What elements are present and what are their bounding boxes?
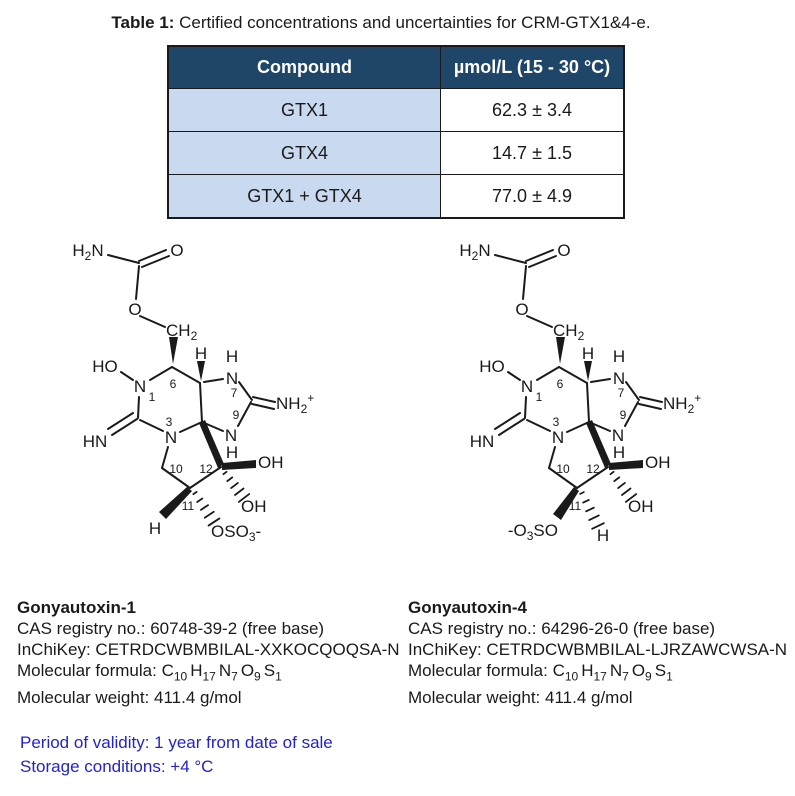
bond-line [527,420,550,431]
bond-line [140,420,163,431]
atom-label: OH [645,453,671,472]
table-row [168,132,624,175]
ring-number-label: 9 [232,408,240,422]
atom-label: N [164,428,178,447]
table-row [168,89,624,132]
bond-line [253,397,275,402]
hashed-bond-tick [622,488,631,495]
atom-label: H [596,526,610,545]
table-cell-value: 77.0 ± 4.9 [441,175,625,219]
atom-label: $CH_2$ [553,321,585,343]
ring-number-label: 3 [165,415,173,429]
bond-line [108,255,139,263]
ring-number-label: 6 [556,377,564,391]
table-row [168,175,624,219]
molecular-formula-line [17,660,400,687]
atom-label: OH [628,497,654,516]
atom-label: O [170,241,184,260]
certified-concentrations-table [167,45,625,219]
atom-label: N [611,426,625,445]
hashed-bond-tick [193,492,196,494]
inchikey-line: InChiKey: CETRDCWBMBILAL-LJRZAWCWSA-N [408,640,788,659]
hashed-bond-tick [201,505,208,510]
bond-line [204,379,223,382]
hashed-bond-tick [231,483,238,488]
atom-label: H [225,443,239,462]
atom-label: OH [258,453,284,472]
bond-line [121,372,133,380]
atom-label: H [148,519,162,538]
bond-line [112,419,137,435]
bond-line [587,383,589,422]
atom-label: H [612,443,626,462]
atom-label: $NH_2^+$ [663,391,702,416]
atom-label: N [224,426,238,445]
cas-registry-line: CAS registry no.: 60748-39-2 (free base) [17,619,325,638]
ring-number-label: 10 [556,462,570,476]
hashed-bond-tick [583,500,589,503]
ring-number-label: 3 [552,415,560,429]
structure-gonyautoxin-4 [417,230,757,560]
bond-line [140,316,165,327]
bond-line [162,447,168,468]
ring-number-label: 1 [148,390,156,404]
molecular-formula-label: Molecular formula: [408,661,553,680]
atom-label: HO [479,357,505,376]
atom-label: $H_2N$ [72,241,104,263]
compound-info-gonyautoxin-4 [408,597,787,708]
bond-line [252,404,274,409]
bond-line [523,266,526,299]
bond-line [525,397,526,418]
hashed-bond-tick [586,508,594,512]
bond-line [591,379,610,382]
molecular-formula-label: Molecular formula: [17,661,162,680]
compound-info-gonyautoxin-1 [17,597,400,708]
atom-label: N [225,369,239,388]
bond-line [200,383,202,422]
compound-name: Gonyautoxin-1 [17,598,137,617]
wedge-bond [199,420,224,468]
bond-line [238,402,251,426]
atom-label: H [225,347,239,366]
bond-line [499,419,524,435]
molecular-formula: $C_{10}$ $H_{17}$ $N_7$ $O_9$ $S_1$ [552,661,673,684]
table-cell-compound: GTX4 [168,132,441,175]
wedge-bond [586,420,611,468]
table-cell-compound: GTX1 [168,89,441,132]
hashed-bond-tick [618,483,625,488]
bond-line [640,397,662,402]
molecular-formula-line [408,660,787,687]
ring-number-label: 12 [586,462,600,476]
table-header-compound: Compound [168,46,441,89]
molecular-weight-line: Molecular weight: 411.4 g/mol [17,688,242,708]
cas-registry-line: CAS registry no.: 64296-26-0 (free base) [408,619,716,638]
atom-label: HN [469,432,495,451]
atom-label: N [551,428,565,447]
hashed-bond-tick [235,488,244,495]
atom-label: HN [82,432,108,451]
atom-label: O [515,300,529,319]
bond-line [138,397,139,418]
atom-label: HO [92,357,118,376]
ring-number-label: 7 [230,386,238,400]
hashed-bond-tick [223,472,226,474]
atom-label: OH [241,497,267,516]
bond-line [626,382,639,400]
hashed-bond-tick [589,515,599,520]
ring-number-label: 11 [181,499,195,513]
atom-label: O [128,300,142,319]
table-caption [0,13,762,33]
atom-label: N [612,369,626,388]
wedge-bond [584,361,592,381]
molecular-formula: $C_{10}$ $H_{17}$ $N_7$ $O_9$ $S_1$ [161,661,282,684]
ring-number-label: 11 [568,499,582,513]
bond-line [639,404,661,409]
structure-gonyautoxin-1 [30,230,370,560]
atom-label: $H_2N$ [459,241,491,263]
period-of-validity-line: Period of validity: 1 year from date of sale [20,733,333,752]
inchikey-line: InChiKey: CETRDCWBMBILAL-XXKOCQOQSA-N [17,640,400,659]
hashed-bond-tick [580,492,584,494]
bond-line [108,413,133,429]
atom-label: O [557,241,571,260]
ring-number-label: 10 [169,462,183,476]
ring-number-label: 12 [199,462,213,476]
atom-label: N [520,377,534,396]
bond-line [625,402,638,426]
hashed-bond-tick [227,477,232,481]
atom-label: H [194,344,208,363]
atom-label: $CH_2$ [166,321,198,343]
bond-line [495,413,520,429]
atom-label: H [581,344,595,363]
table-cell-value: 14.7 ± 1.5 [441,132,625,175]
gonyautoxin-4-structure-svg [417,230,757,560]
table-cell-compound: GTX1 + GTX4 [168,175,441,219]
gonyautoxin-1-structure-svg [30,230,370,560]
table-caption-text: Certified concentrations and uncertainties for CRM-GTX1&4-e. [174,13,651,32]
compound-name: Gonyautoxin-4 [408,598,528,617]
atom-label: H [612,347,626,366]
bond-line [508,372,520,380]
validity-storage-note [20,731,333,779]
table-header-unit: µmol/L (15 - 30 °C) [441,46,625,89]
bond-line [239,382,252,400]
atom-label: $-O_3SO$ [507,521,558,543]
bond-line [527,316,552,327]
wedge-bond [197,361,205,381]
ring-number-label: 6 [169,377,177,391]
hashed-bond-tick [197,499,202,502]
molecular-weight-line: Molecular weight: 411.4 g/mol [408,688,633,708]
ring-number-label: 7 [617,386,625,400]
wedge-bond [556,337,565,364]
hashed-bond-tick [205,512,214,518]
hashed-bond-tick [610,472,613,474]
hashed-bond-tick [614,477,619,481]
bond-line [567,422,589,432]
bond-line [180,422,202,432]
storage-conditions-line: Storage conditions: +4 °C [20,757,214,776]
ring-number-label: 1 [535,390,543,404]
wedge-bond [169,337,178,364]
atom-label: N [133,377,147,396]
atom-label: $OSO_3-$ [211,522,262,544]
table-cell-value: 62.3 ± 3.4 [441,89,625,132]
table-caption-label: Table 1: [111,13,175,32]
ring-number-label: 9 [619,408,627,422]
bond-line [549,447,555,468]
bond-line [495,255,526,263]
bond-line [136,266,139,299]
atom-label: $NH_2^+$ [276,391,315,416]
